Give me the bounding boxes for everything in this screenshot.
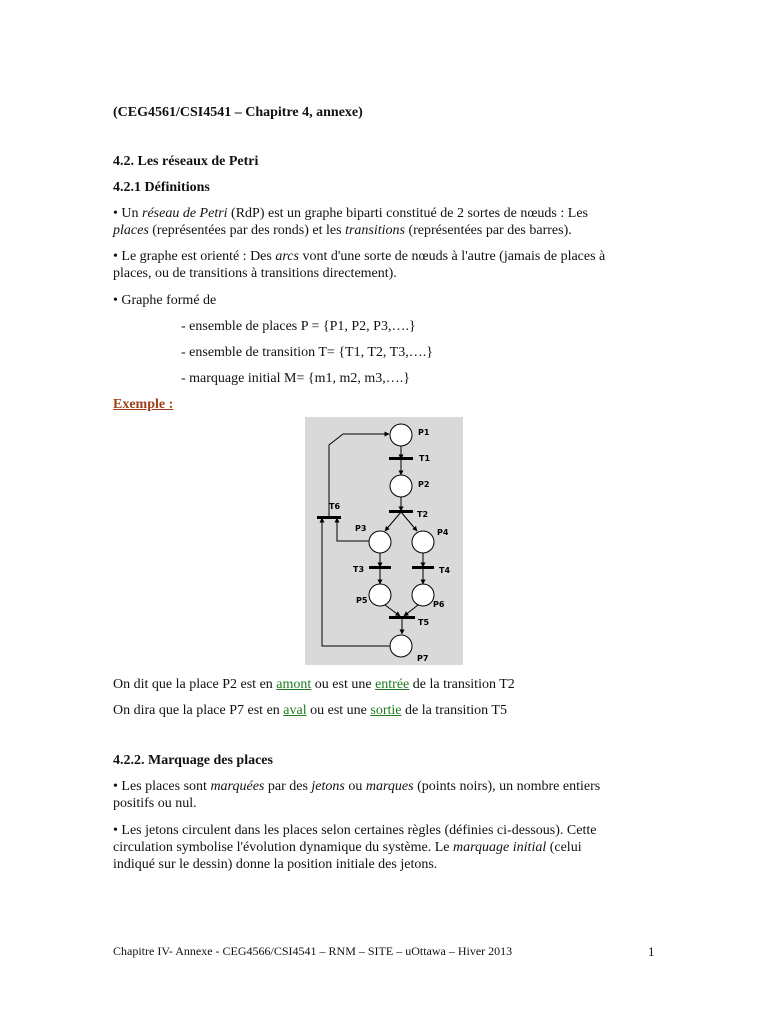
place-p2: [390, 475, 412, 497]
label-t1: T1: [419, 454, 431, 463]
section-title: 4.2. Les réseaux de Petri: [113, 154, 259, 169]
paragraph-tokens-line2: positifs ou nul.: [113, 796, 197, 811]
petri-net-diagram: [305, 417, 463, 665]
paragraph-circulation-line3: indiqué sur le dessin) donne la position initiale des jetons.: [113, 857, 438, 872]
label-p7: P7: [417, 654, 429, 663]
place-p3: [369, 531, 391, 553]
paragraph-circulation-line2: circulation symbolise l'évolution dynamique du système. Le marquage initial (celui: [113, 840, 582, 855]
page-footer: Chapitre IV- Annexe - CEG4566/CSI4541 – RNM – SITE – uOttawa – Hiver 2013: [113, 944, 513, 958]
transition-t3: [369, 566, 391, 569]
subsection-definitions: 4.2.1 Définitions: [113, 180, 210, 195]
subsection-marquage: 4.2.2. Marquage des places: [113, 753, 273, 768]
place-p6: [412, 584, 434, 606]
sentence-amont: On dit que la place P2 est en amont ou est une entrée de la transition T2: [113, 677, 515, 692]
label-p1: P1: [418, 428, 430, 437]
paragraph-graph-formed: • Graphe formé de: [113, 293, 217, 308]
label-t5: T5: [418, 618, 430, 627]
label-t6: T6: [329, 502, 341, 511]
transition-t4: [412, 566, 434, 569]
list-item-marking: - marquage initial M= {m1, m2, m3,….}: [181, 371, 410, 386]
page-number: 1: [648, 944, 655, 959]
transition-t2: [389, 510, 413, 513]
document-header: (CEG4561/CSI4541 – Chapitre 4, annexe): [113, 105, 363, 120]
transition-t5: [389, 616, 415, 619]
paragraph-oriented-line2: places, ou de transitions à transitions directement).: [113, 266, 397, 281]
example-label: Exemple :: [113, 397, 174, 412]
transition-t1: [389, 457, 413, 460]
label-p3: P3: [355, 524, 367, 533]
paragraph-tokens-line1: • Les places sont marquées par des jetons ou marques (points noirs), un nombre entiers: [113, 779, 601, 794]
label-t4: T4: [439, 566, 451, 575]
paragraph-oriented-line1: • Le graphe est orienté : Des arcs vont d'une sorte de nœuds à l'autre (jamais de places à: [113, 249, 606, 264]
paragraph-rdp-line1: • Un réseau de Petri (RdP) est un graphe biparti constitué de 2 sortes de nœuds : Les: [113, 206, 588, 221]
label-t2: T2: [417, 510, 429, 519]
label-p4: P4: [437, 528, 449, 537]
list-item-transitions: - ensemble de transition T= {T1, T2, T3,….}: [181, 345, 433, 360]
list-item-places: - ensemble de places P = {P1, P2, P3,….}: [181, 319, 416, 334]
paragraph-circulation-line1: • Les jetons circulent dans les places selon certaines règles (définies ci-dessous). Cette: [113, 823, 597, 838]
petri-net-figure: [305, 417, 463, 665]
label-p2: P2: [418, 480, 430, 489]
place-p1: [390, 424, 412, 446]
place-p4: [412, 531, 434, 553]
place-p7: [390, 635, 412, 657]
label-p5: P5: [356, 596, 368, 605]
sentence-aval: On dira que la place P7 est en aval ou est une sortie de la transition T5: [113, 703, 507, 718]
label-p6: P6: [433, 600, 445, 609]
transition-t6: [317, 516, 341, 519]
place-p5: [369, 584, 391, 606]
paragraph-rdp-line2: places (représentées par des ronds) et les transitions (représentées par des barres).: [113, 223, 572, 238]
label-t3: T3: [353, 565, 365, 574]
